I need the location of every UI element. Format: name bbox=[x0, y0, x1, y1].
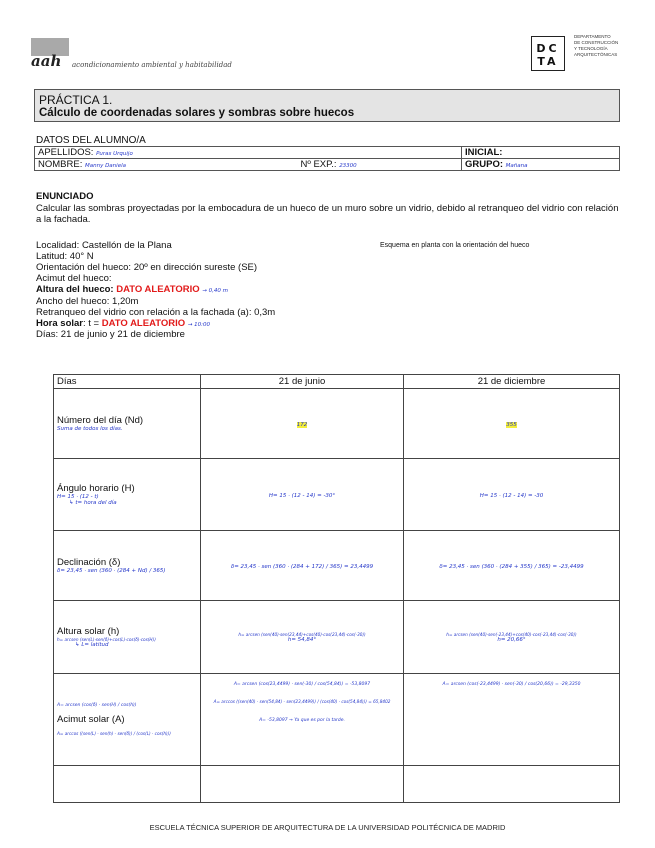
note-nd: Suma de todos los días. bbox=[57, 426, 123, 432]
altura-hueco: Altura del hueco: DATO ALEATORIO → 0,40 m bbox=[36, 284, 228, 295]
page-title: Cálculo de coordenadas solares y sombras sobre huecos bbox=[39, 107, 355, 119]
department-name: DEPARTAMENTO DE CONSTRUCCIÓN Y TECNOLOGÍA ARQUITECTÓNICAS bbox=[574, 34, 619, 57]
title-box bbox=[34, 89, 620, 122]
enunciado-heading: ENUNCIADO bbox=[36, 191, 94, 202]
dcta-logo: DC TA bbox=[531, 36, 565, 71]
row-nd bbox=[54, 389, 620, 459]
row-dec: Declinación (δ) δ= 23,45 · sen (360 · (284 + Nd) / 365) δ= 23,45 · sen (360 · (284 + 172) / 365) = 23,4499 δ= 23,45 · sen (360 · (284 + 355) / 365) = -23,4499 bbox=[54, 531, 620, 601]
label-h: Ángulo horario (H) bbox=[57, 483, 135, 494]
results-table bbox=[53, 374, 620, 803]
retranqueo: Retranqueo del vidrio con relación a la fachada (a): 0,3m bbox=[36, 307, 276, 318]
practice-number: PRÁCTICA 1. bbox=[39, 93, 113, 107]
row-h: Ángulo horario (H) H= 15 · (12 - t) ↳ t= hora del día H= 15 · (12 - 14) = -30° H= 15 · (12 - 14) = -30 bbox=[54, 459, 620, 531]
label-az: Acimut solar (A) bbox=[57, 714, 125, 725]
row-az: A= arcsen (cos(δ) · sen(H) / cos(h)) Acimut solar (A) A= arccos ((sen(L) · sen(h) - sen(δ)) / (cos(L) · cos(h))) A= arcsen (cos(23,4499) · sen(-30) / cos(54,84)) = -53,8097 A= arccos ((sen(40) · sen(54,84) - sen(23,4499)) / (cos(40) · cos(54,84))) = 65,8402 A= -53,8097 → Ya que es por la tarde. A= arcsen (cos(-23,4499) · sen(-30) / cos(20,66)) = -29,3350 bbox=[54, 674, 620, 766]
esquema-label: Esquema en planta con la orientación del hueco bbox=[380, 242, 530, 249]
alt-dic-result: h= 20,66° bbox=[497, 636, 526, 643]
nd-diciembre: 355 bbox=[506, 422, 517, 428]
az-junio-3: A= -53,8097 → Ya que es por la tarde. bbox=[259, 718, 345, 723]
alt-junio-result: h= 54,84° bbox=[287, 636, 317, 643]
label-nd: Número del día (Nd) bbox=[57, 415, 144, 426]
header-diciembre: 21 de diciembre bbox=[404, 375, 620, 389]
az-dic-1: A= arcsen (cos(-23,4499) · sen(-30) / cos(20,66)) = -29,3350 bbox=[442, 682, 581, 687]
dec-diciembre: δ= 23,45 · sen (360 · (284 + 355) / 365) = -23,4499 bbox=[439, 564, 584, 570]
apellidos-value: Puras Urquijo bbox=[96, 151, 133, 157]
dias: Días: 21 de junio y 21 de diciembre bbox=[36, 329, 185, 340]
latitud: Latitud: 40° N bbox=[36, 251, 94, 262]
alt-junio-formula: h= arcsen (sen(40)·sen(23,44)+cos(40)·cos(23,44)·cos(-30)) bbox=[238, 631, 366, 637]
az-junio-1: A= arcsen (cos(23,4499) · sen(-30) / cos(54,84)) = -53,8097 bbox=[233, 682, 371, 687]
h-junio: H= 15 · (12 - 14) = -30° bbox=[268, 493, 336, 499]
exp-value: 23300 bbox=[339, 163, 357, 169]
ancho-hueco: Ancho del hueco: 1,20m bbox=[36, 296, 139, 307]
az-junio-2: A= arccos ((sen(40) · sen(54,84) - sen(23,4499)) / (cos(40) · cos(54,84))) = 65,8402 bbox=[213, 699, 391, 704]
enunciado-text: Calcular las sombras proyectadas por la embocadura de un hueco de un muro sobre un vidrio, debido al retranqueo del vidrio con relación a la fachada. bbox=[36, 203, 619, 225]
acimut-hueco: Acimut del hueco: bbox=[36, 273, 112, 284]
grupo-value: Mañana bbox=[505, 163, 528, 169]
alt-dic-formula: h= arcsen (sen(40)·sen(-23,44)+cos(40)·cos(-23,44)·cos(-30)) bbox=[446, 631, 577, 637]
apellidos-cell: APELLIDOS: Puras Urquijo bbox=[35, 147, 462, 159]
row-alt: Altura solar (h) h= arcsen (sen(L)·sen(δ)+cos(L)·cos(δ)·cos(H)) ↳ L= latitud h= arcsen (sen(40)·sen(23,44)+cos(40)·cos(23,44)·cos(-30)) h= 54,84° h= arcsen (sen(40)·sen(-23,44)+cos(40)·cos(-23,44)·cos(-30)) h= 20,66° bbox=[54, 601, 620, 674]
student-section-label: DATOS DEL ALUMNO/A bbox=[36, 135, 146, 146]
localidad: Localidad: Castellón de la Plana bbox=[36, 240, 172, 251]
aah-logo-subtitle: acondicionamiento ambiental y habitabilidad bbox=[72, 61, 232, 69]
nd-junio: 172 bbox=[296, 422, 308, 428]
label-alt: Altura solar (h) bbox=[57, 626, 120, 637]
nombre-exp-cell: NOMBRE: Manny Daniela Nº EXP.: 23300 bbox=[35, 159, 462, 171]
header-junio: 21 de junio bbox=[201, 375, 404, 389]
dec-junio: δ= 23,45 · sen (360 · (284 + 172) / 365) = 23,4499 bbox=[230, 564, 374, 570]
inicial-cell: INICIAL: bbox=[462, 147, 620, 159]
orientacion: Orientación del hueco: 20º en dirección sureste (SE) bbox=[36, 262, 258, 273]
label-dec: Declinación (δ) bbox=[57, 557, 121, 568]
header-dias: Días bbox=[54, 375, 201, 389]
h-diciembre: H= 15 · (12 - 14) = -30 bbox=[479, 493, 544, 499]
student-data-table bbox=[34, 146, 620, 171]
nombre-value: Manny Daniela bbox=[84, 163, 126, 169]
hora-solar: Hora solar: t = DATO ALEATORIO → 10:00 bbox=[36, 318, 210, 329]
aah-logo: aah bbox=[31, 52, 62, 70]
footer: ESCUELA TÉCNICA SUPERIOR DE ARQUITECTURA DE LA UNIVERSIDAD POLITÉCNICA DE MADRID bbox=[149, 823, 506, 832]
grupo-cell: GRUPO: Mañana bbox=[462, 159, 620, 171]
row-empty bbox=[54, 766, 620, 803]
